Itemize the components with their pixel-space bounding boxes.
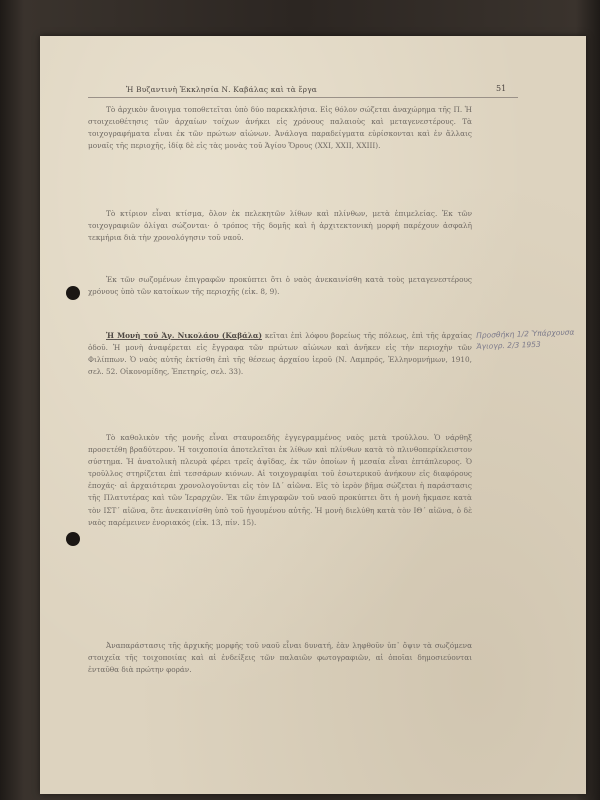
header-rule <box>88 97 518 98</box>
body-paragraph-2 <box>88 208 472 270</box>
paragraph-text: Ἐκ τῶν σωζομένων ἐπιγραφῶν προκύπτει ὅτι ὁ ναὸς ἀνεκαινίσθη κατὰ τοὺς μεταγενεστέρους χρόνους ὑπὸ τῶν κατοίκων τῆς περιοχῆς (εἰκ. 8, 9). <box>88 275 472 297</box>
body-paragraph-6 <box>88 640 472 700</box>
paragraph-text: Τὸ καθολικὸν τῆς μονῆς εἶναι σταυροειδὴς ἐγγεγραμμένος ναὸς μετὰ τρούλλου. Ὁ νάρθηξ προσετέθη βραδύτερον. Ἡ τοιχοποιία ἀποτελεῖται ἐκ λίθων καὶ πλίνθων κατὰ τὸ πλινθοπερίκλειστον σύστημα. Ἡ ἀνατολικὴ πλευρὰ φέρει τρεῖς ἁψῖδας, ἐκ τῶν ὁποίων ἡ μεσαία εἶναι ἑπτάπλευρος. Ὁ τροῦλλος στηρίζεται ἐπὶ τεσσάρων κιόνων. Αἱ τοιχογραφίαι τοῦ ἐσωτερικοῦ ἀνήκουν εἰς διαφόρους ἐποχάς· αἱ ἀρχαιότεραι χρονολογοῦνται εἰς τὸν ΙΔ΄ αἰῶνα. Εἰς τὸ ἱερὸν βῆμα σώζεται ἡ παράστασις τῆς Πλατυτέρας καὶ τῶν Ἱεραρχῶν. Ἐκ τῶν ἐπιγραφῶν τοῦ ναοῦ προκύπτει ὅτι ἡ μονὴ ἤκμασε κατὰ τὸν ΙΣΤ΄ αἰῶνα, ὅτε ἀνεκαινίσθη ὑπὸ τοῦ ἡγουμένου αὐτῆς. Ἡ μονὴ διελύθη κατὰ τὸν ΙΘ΄ αἰῶνα, ὁ δὲ ναὸς παρέμεινεν ἐνοριακός (εἰκ. 13, πίν. 15). <box>88 433 472 527</box>
body-paragraph-1 <box>88 104 472 204</box>
body-paragraph-5 <box>88 432 472 638</box>
page-number: 51 <box>496 84 507 93</box>
paragraph-text: Τὸ ἀρχικὸν ἄνοιγμα τοποθετεῖται ὑπὸ δύο παρεκκλήσια. Εἰς θόλον σώζεται ἀναχώρημα τῆς Π. Ἡ στοιχειοθέτησις τῶν ἀρχαίων τοίχων ἀνήκει εἰς χρόνους παλαιοὺς καὶ μεταγενεστέρους. Τὰ τοιχογραφήματα εἶναι ἐκ τῶν πρώτων αἰώνων. Ἀνάλογα παραδείγματα εὑρίσκονται καὶ ἐν ἄλλαις μοναῖς τῆς περιοχῆς, ἰδίᾳ δὲ εἰς τὰς μονὰς τοῦ Ἁγίου Ὄρους (ΧΧΙ, ΧΧΙΙ, ΧΧΙΙΙ). <box>88 105 472 151</box>
body-paragraph-4 <box>88 330 472 428</box>
paragraph-text: κεῖται ἐπὶ λόφου βορείως τῆς πόλεως, ἐπὶ τῆς ἀρχαίας ὁδοῦ. Ἡ μονὴ ἀναφέρεται εἰς ἔγγραφα τῶν πρώτων αἰώνων καὶ ἀνῆκεν εἰς τὴν περιοχὴν τῶν Φιλίππων. Ὁ ναὸς αὐτῆς ἐκτίσθη ἐπὶ τῆς θέσεως ἀρχαίου ἱεροῦ (Ν. Λαμπρός, Ἑλληνομνήμων, 1910, σελ. 52. Οἰκονομίδης, Ἐπετηρίς, σελ. 33). <box>88 331 472 377</box>
body-paragraph-3 <box>88 274 472 324</box>
punch-hole-top <box>66 286 80 300</box>
paragraph-text: Τὸ κτίριον εἶναι κτίσμα, ὅλον ἐκ πελεκητῶν λίθων καὶ πλίνθων, μετὰ ἐπιμελείας. Ἐκ τῶν τοιχογραφιῶν ὀλίγαι σώζονται· ὁ τρόπος τῆς δομῆς καὶ ἡ ἀρχιτεκτονικὴ μορφὴ παρέχουν ἀσφαλῆ τεκμήρια διὰ τὴν χρονολόγησιν τοῦ ναοῦ. <box>88 209 472 243</box>
paragraph-text: Ἀναπαράστασις τῆς ἀρχικῆς μορφῆς τοῦ ναοῦ εἶναι δυνατή, ἐὰν ληφθοῦν ὑπ᾽ ὄψιν τὰ σωζόμενα στοιχεῖα τῆς τοιχοποιίας καὶ αἱ ἐνδείξεις τῶν παλαιῶν φωτογραφιῶν, αἱ ὁποῖαι δημοσιεύονται ἐνταῦθα διὰ πρώτην φοράν. <box>88 641 472 675</box>
handwritten-margin-note: Προσθήκη 1/2 Ὑπάρχουσα Ἁγιογρ. 2/3 1953 <box>476 327 575 351</box>
running-head: Ἡ Βυζαντινὴ Ἐκκλησία Ν. Καβάλας καὶ τὰ ἔργα <box>126 85 317 94</box>
punch-hole-bottom <box>66 532 80 546</box>
paragraph-lead: Ἡ Μονὴ τοῦ Ἁγ. Νικολάου (Καβάλα) <box>106 331 262 340</box>
